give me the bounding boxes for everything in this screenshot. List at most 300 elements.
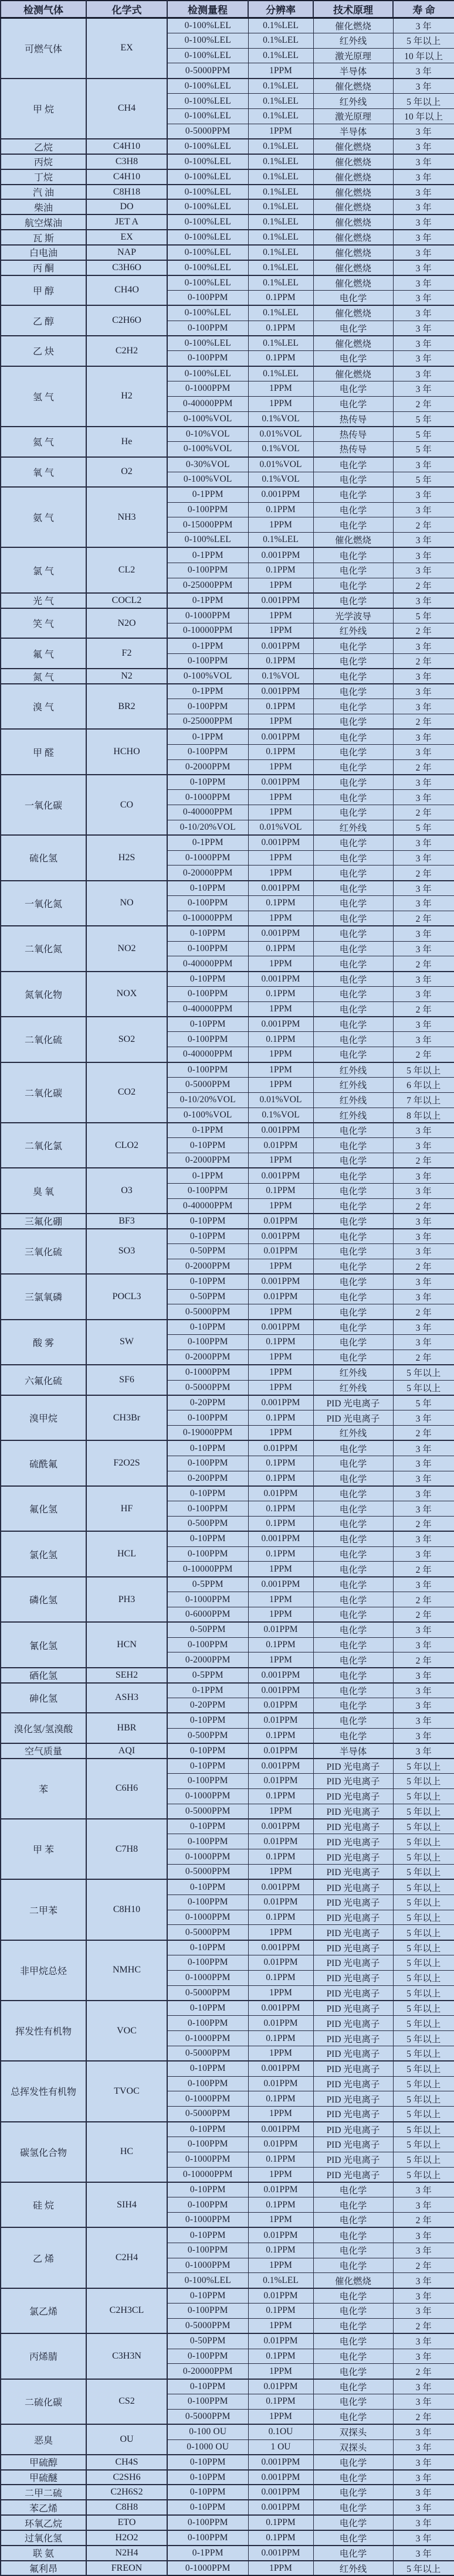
range-cell: 0-5000PPM [167,63,248,79]
lifespan-cell: 3 年 [393,2394,454,2410]
principle-cell: PID 光电离子 [313,2031,393,2046]
range-cell: 0-5000PPM [167,124,248,139]
range-cell: 0-100PPM [167,351,248,366]
principle-cell: 电化学 [313,1486,393,1501]
formula-cell: NAP [86,245,167,260]
formula-cell: ASH3 [86,1683,167,1713]
range-cell: 0-100PPM [167,1032,248,1047]
formula-cell: CH4S [86,2455,167,2470]
lifespan-cell: 3 年 [393,305,454,321]
resolution-cell: 0.1PPM [248,2091,313,2107]
resolution-cell: 0.1PPM [248,941,313,956]
formula-cell: CS2 [86,2379,167,2424]
lifespan-cell: 2 年 [393,396,454,411]
principle-cell: 电化学 [313,1592,393,1607]
range-cell: 0-10PPM [167,1214,248,1229]
lifespan-cell: 5 年以上 [393,1894,454,1910]
resolution-cell: 0.1%LEL [248,94,313,109]
gas-name-cell: 联 氨 [1,2546,86,2561]
resolution-cell: 0.001PPM [248,1017,313,1032]
lifespan-cell: 3 年 [393,230,454,245]
lifespan-cell: 3 年 [393,850,454,866]
range-cell: 0-100PPM [167,290,248,305]
range-cell: 0-100%LEL [167,108,248,124]
range-cell: 0-1000 OU [167,2439,248,2455]
lifespan-cell: 3 年 [393,533,454,548]
principle-cell: 电化学 [313,457,393,472]
resolution-cell: 0.1PPM [248,896,313,911]
resolution-cell: 0.001PPM [248,1879,313,1894]
resolution-cell: 0.01PPM [248,2182,313,2197]
formula-cell: JET A [86,214,167,230]
lifespan-cell: 2 年 [393,714,454,730]
lifespan-cell: 8 年以上 [393,1108,454,1123]
range-cell: 0-1PPM [167,684,248,699]
range-cell: 0-10PPM [167,926,248,941]
resolution-cell: 0.1PPM [248,2394,313,2410]
lifespan-cell: 3 年 [393,835,454,850]
principle-cell: 电化学 [313,699,393,714]
table-row [1,638,454,653]
resolution-cell: 0.01PPM [248,2333,313,2349]
gas-name-cell: 三氟化硼 [1,1214,86,1229]
formula-cell: HCL [86,1531,167,1576]
resolution-cell: 1PPM [248,1153,313,1168]
table-header-row [1,1,454,18]
table-row [1,275,454,291]
formula-cell: F2 [86,638,167,669]
gas-name-cell: 甲 醇 [1,275,86,306]
formula-cell: C3H8 [86,154,167,169]
principle-cell: 催化燃烧 [313,366,393,381]
principle-cell: 电化学 [313,351,393,366]
table-row [1,1577,454,1592]
range-cell: 0-1000PPM [167,2152,248,2167]
formula-cell: C2H4 [86,2227,167,2288]
formula-cell: He [86,427,167,457]
lifespan-cell: 5 年以上 [393,2107,454,2122]
principle-cell: PID 光电离子 [313,2167,393,2182]
principle-cell: 电化学 [313,2379,393,2394]
formula-cell: C4H10 [86,169,167,185]
formula-cell: C6H6 [86,1759,167,1819]
table-row [1,926,454,941]
principle-cell: 电化学 [313,1652,393,1668]
principle-cell: PID 光电离子 [313,1395,393,1410]
lifespan-cell: 5 年 [393,411,454,427]
principle-cell: PID 光电离子 [313,2091,393,2107]
resolution-cell: 1PPM [248,1304,313,1320]
formula-cell: COCL2 [86,593,167,608]
principle-cell: PID 光电离子 [313,1759,393,1774]
table-row [1,214,454,230]
resolution-cell: 0.001PPM [248,926,313,941]
principle-cell: 电化学 [313,1622,393,1637]
lifespan-cell: 3 年 [393,2288,454,2304]
gas-name-cell: 总挥发性有机物 [1,2061,86,2121]
lifespan-cell: 3 年 [393,2455,454,2470]
range-cell: 0-500PPM [167,1728,248,1743]
principle-cell: 电化学 [313,1728,393,1743]
resolution-cell: 1PPM [248,1365,313,1380]
lifespan-cell: 3 年 [393,169,454,185]
table-row [1,1622,454,1637]
lifespan-cell: 2 年 [393,2364,454,2379]
formula-cell: O2 [86,457,167,488]
resolution-cell: 1PPM [248,2107,313,2122]
lifespan-cell: 3 年 [393,1546,454,1562]
range-cell: 0-19000PPM [167,1426,248,1441]
lifespan-cell: 5 年 [393,427,454,442]
range-cell: 0-100%LEL [167,305,248,321]
range-cell: 0-50PPM [167,1244,248,1259]
lifespan-cell: 3 年 [393,1032,454,1047]
principle-cell: 电化学 [313,2500,393,2515]
formula-cell: N2 [86,669,167,684]
formula-cell: SW [86,1320,167,1365]
range-cell: 0-10PPM [167,775,248,790]
formula-cell: VOC [86,2001,167,2061]
table-row [1,1440,454,1456]
lifespan-cell: 5 年以上 [393,1788,454,1804]
resolution-cell: 0.1PPM [248,2349,313,2364]
range-cell: 0-100PPM [167,1955,248,1971]
gas-name-cell: 溴甲烷 [1,1395,86,1440]
resolution-cell: 0.01PPM [248,1289,313,1304]
range-cell: 0-10PPM [167,1274,248,1289]
principle-cell: 双探头 [313,2439,393,2455]
principle-cell: PID 光电离子 [313,1788,393,1804]
range-cell: 0-1000PPM [167,790,248,805]
range-cell: 0-10000PPM [167,623,248,639]
lifespan-cell: 3 年 [393,1183,454,1198]
lifespan-cell: 3 年 [393,563,454,578]
lifespan-cell: 5 年以上 [393,2061,454,2076]
principle-cell: 电化学 [313,2243,393,2258]
lifespan-cell: 3 年 [393,1289,454,1304]
principle-cell: PID 光电离子 [313,1940,393,1955]
resolution-cell: 0.1PPM [248,653,313,669]
range-cell: 0-100%LEL [167,275,248,291]
gas-name-cell: 乙 醇 [1,305,86,336]
gas-name-cell: 三氧化硫 [1,1229,86,1274]
gas-name-cell: 氨 气 [1,487,86,547]
formula-cell: H2 [86,366,167,427]
range-cell: 0-6000PPM [167,1607,248,1622]
range-cell: 0-5000PPM [167,2046,248,2061]
formula-cell: C2H6O [86,305,167,336]
principle-cell: PID 光电离子 [313,1925,393,1940]
range-cell: 0-100PPM [167,1062,248,1078]
principle-cell: 电化学 [313,1168,393,1183]
lifespan-cell: 3 年 [393,154,454,169]
principle-cell: 电化学 [313,1032,393,1047]
lifespan-cell: 3 年 [393,1501,454,1517]
lifespan-cell: 2 年 [393,623,454,639]
gas-name-cell: 酸 雾 [1,1320,86,1365]
resolution-cell: 0.1%LEL [248,18,313,33]
gas-name-cell: 二甲二硫 [1,2485,86,2500]
formula-cell: C7H8 [86,1819,167,1879]
lifespan-cell: 3 年 [393,2227,454,2243]
principle-cell: 电化学 [313,1259,393,1274]
range-cell: 0-10PPM [167,1940,248,1955]
resolution-cell: 0.1PPM [248,1910,313,1925]
principle-cell: 催化燃烧 [313,260,393,275]
table-row [1,1395,454,1410]
resolution-cell: 1PPM [248,1350,313,1365]
table-row [1,2288,454,2304]
principle-cell: 电化学 [313,2364,393,2379]
principle-cell: PID 光电离子 [313,1849,393,1865]
range-cell: 0-100PPM [167,1183,248,1198]
principle-cell: PID 光电离子 [313,1910,393,1925]
range-cell: 0-100PPM [167,1456,248,1471]
range-cell: 0-100%LEL [167,33,248,48]
gas-name-cell: 空气质量 [1,1743,86,1759]
lifespan-cell: 3 年 [393,1244,454,1259]
range-cell: 0-10PPM [167,1879,248,1894]
range-cell: 0-100%VOL [167,442,248,457]
range-cell: 0-10PPM [167,2379,248,2394]
table-row [1,185,454,200]
column-header-lifespan: 寿 命 [393,1,454,18]
resolution-cell: 0.1%LEL [248,108,313,124]
lifespan-cell: 3 年 [393,2273,454,2288]
principle-cell: 电化学 [313,1229,393,1244]
gas-name-cell: 硫酰氟 [1,1440,86,1485]
range-cell: 0-1PPM [167,1168,248,1183]
lifespan-cell: 3 年 [393,1320,454,1335]
range-cell: 0-100PPM [167,1834,248,1849]
table-row [1,2424,454,2439]
gas-name-cell: 甲硫醚 [1,2470,86,2485]
table-row [1,1486,454,1501]
principle-cell: 催化燃烧 [313,214,393,230]
lifespan-cell: 3 年 [393,275,454,291]
lifespan-cell: 3 年 [393,2243,454,2258]
formula-cell: HC [86,2122,167,2182]
resolution-cell: 1PPM [248,759,313,775]
lifespan-cell: 3 年 [393,972,454,987]
lifespan-cell: 3 年 [393,790,454,805]
table-row [1,1940,454,1955]
principle-cell: 电化学 [313,866,393,881]
lifespan-cell: 7 年以上 [393,1092,454,1108]
range-cell: 0-10PPM [167,1759,248,1774]
principle-cell: 电化学 [313,2394,393,2410]
range-cell: 0-100%LEL [167,260,248,275]
gas-name-cell: 航空煤油 [1,214,86,230]
range-cell: 0-1000PPM [167,1970,248,1985]
table-row [1,169,454,185]
range-cell: 0-10PPM [167,1713,248,1728]
lifespan-cell: 5 年以上 [393,1955,454,1971]
principle-cell: 红外线 [313,1077,393,1092]
range-cell: 0-100%LEL [167,230,248,245]
lifespan-cell: 3 年 [393,457,454,472]
range-cell: 0-1PPM [167,1123,248,1138]
lifespan-cell: 3 年 [393,1168,454,1183]
resolution-cell: 1PPM [248,1259,313,1274]
principle-cell: 电化学 [313,1320,393,1335]
range-cell: 0-5PPM [167,1668,248,1683]
resolution-cell: 0.001PPM [248,1320,313,1335]
lifespan-cell: 6 年以上 [393,1077,454,1092]
lifespan-cell: 3 年 [393,2530,454,2546]
principle-cell: 电化学 [313,1289,393,1304]
lifespan-cell: 3 年 [393,2515,454,2530]
formula-cell: CL2 [86,547,167,592]
resolution-cell: 0.01PPM [248,1955,313,1971]
resolution-cell: 0.1PPM [248,1456,313,1471]
table-row [1,669,454,684]
lifespan-cell: 5 年 [393,608,454,623]
range-cell: 0-5000PPM [167,2107,248,2122]
lifespan-cell: 3 年 [393,547,454,563]
range-cell: 0-5000PPM [167,1925,248,1940]
range-cell: 0-100PPM [167,896,248,911]
range-cell: 0-40000PPM [167,1047,248,1062]
range-cell: 0-100%LEL [167,366,248,381]
range-cell: 0-40000PPM [167,805,248,820]
range-cell: 0-5000PPM [167,1804,248,1819]
principle-cell: 电化学 [313,2213,393,2228]
table-row [1,1123,454,1138]
lifespan-cell: 3 年 [393,926,454,941]
resolution-cell: 0.001PPM [248,1759,313,1774]
table-row [1,2122,454,2137]
gas-name-cell: 氟 气 [1,638,86,669]
lifespan-cell: 3 年 [393,2304,454,2319]
gas-name-cell: 一氧化碳 [1,775,86,835]
gas-name-cell: 氧 气 [1,457,86,488]
range-cell: 0-1000PPM [167,608,248,623]
range-cell: 0-100PPM [167,563,248,578]
formula-cell: CH3Br [86,1395,167,1440]
resolution-cell: 0.1%VOL [248,472,313,487]
range-cell: 0-100PPM [167,2197,248,2213]
principle-cell: 催化燃烧 [313,139,393,154]
lifespan-cell: 3 年 [393,1335,454,1350]
formula-cell: SEH2 [86,1668,167,1683]
lifespan-cell: 3 年 [393,1017,454,1032]
principle-cell: 电化学 [313,1304,393,1320]
resolution-cell: 1PPM [248,1001,313,1017]
table-row [1,2530,454,2546]
lifespan-cell: 5 年以上 [393,1940,454,1955]
lifespan-cell: 3 年 [393,1274,454,1289]
resolution-cell: 0.001PPM [248,593,313,608]
table-row [1,336,454,351]
principle-cell: 电化学 [313,593,393,608]
lifespan-cell: 2 年 [393,2409,454,2424]
range-cell: 0-1PPM [167,729,248,744]
table-row [1,2061,454,2076]
table-row [1,2182,454,2197]
range-cell: 0-100PPM [167,699,248,714]
gas-name-cell: 甲 醛 [1,729,86,774]
resolution-cell: 1PPM [248,1047,313,1062]
range-cell: 0-100%LEL [167,199,248,214]
lifespan-cell: 3 年 [393,1668,454,1683]
range-cell: 0-2000PPM [167,1652,248,1668]
gas-name-cell: 环氧乙烷 [1,2515,86,2530]
range-cell: 0-100PPM [167,2515,248,2530]
formula-cell: NMHC [86,1940,167,2001]
principle-cell: 电化学 [313,987,393,1002]
resolution-cell: 0.001PPM [248,638,313,653]
table-row [1,2470,454,2485]
resolution-cell: 0.1PPM [248,1501,313,1517]
table-row [1,1879,454,1894]
principle-cell: 电化学 [313,547,393,563]
column-header-resolution: 分辨率 [248,1,313,18]
range-cell: 0-40000PPM [167,396,248,411]
range-cell: 0-100%LEL [167,139,248,154]
lifespan-cell: 3 年 [393,1486,454,1501]
principle-cell: 电化学 [313,1047,393,1062]
lifespan-cell: 3 年 [393,1728,454,1743]
resolution-cell: 1PPM [248,63,313,79]
range-cell: 0-10PPM [167,972,248,987]
resolution-cell: 1PPM [248,790,313,805]
formula-cell: HBR [86,1713,167,1743]
principle-cell: 电化学 [313,1440,393,1456]
lifespan-cell: 2 年 [393,911,454,926]
resolution-cell: 0.001PPM [248,2455,313,2470]
resolution-cell: 0.1PPM [248,1546,313,1562]
principle-cell: 电化学 [313,2318,393,2333]
gas-name-cell: 氰化氢 [1,1622,86,1667]
range-cell: 0-100PPM [167,1894,248,1910]
range-cell: 0-10PPM [167,1486,248,1501]
principle-cell: PID 光电离子 [313,2107,393,2122]
range-cell: 0-10PPM [167,2182,248,2197]
lifespan-cell: 5 年以上 [393,1062,454,1078]
principle-cell: 红外线 [313,1380,393,1395]
range-cell: 0-5000PPM [167,2318,248,2333]
principle-cell: 催化燃烧 [313,533,393,548]
principle-cell: 电化学 [313,805,393,820]
formula-cell: NOX [86,972,167,1017]
lifespan-cell: 3 年 [393,638,454,653]
lifespan-cell: 5 年以上 [393,2046,454,2061]
formula-cell: O3 [86,1168,167,1213]
gas-name-cell: 二甲苯 [1,1879,86,1940]
principle-cell: 电化学 [313,1562,393,1577]
lifespan-cell: 2 年 [393,1047,454,1062]
range-cell: 0-40000PPM [167,956,248,972]
principle-cell: 电化学 [313,2333,393,2349]
lifespan-cell: 2 年 [393,1001,454,1017]
resolution-cell: 0.1OU [248,2424,313,2439]
resolution-cell: 0.01PPM [248,1244,313,1259]
principle-cell: PID 光电离子 [313,2001,393,2016]
principle-cell: PID 光电离子 [313,1894,393,1910]
range-cell: 0-1000PPM [167,2213,248,2228]
gas-name-cell: 硅 烷 [1,2182,86,2227]
resolution-cell: 1PPM [248,578,313,593]
resolution-cell: 0.001PPM [248,2485,313,2500]
table-row [1,1320,454,1335]
resolution-cell: 0.1PPM [248,1410,313,1426]
resolution-cell: 0.001PPM [248,1395,313,1410]
resolution-cell: 1PPM [248,623,313,639]
formula-cell: HCHO [86,729,167,774]
principle-cell: 电化学 [313,1607,393,1622]
table-row [1,366,454,381]
